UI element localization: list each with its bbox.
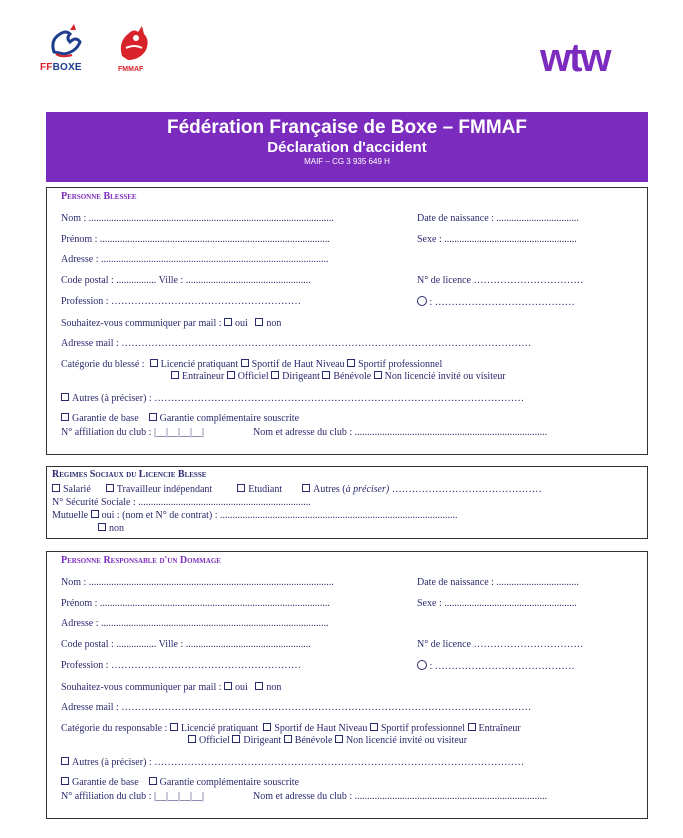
resp-tel-field: : ……………………………………	[429, 661, 575, 672]
blesse-categorie-row1	[61, 359, 442, 371]
garantie-comp-label: Garantie complémentaire souscrite	[159, 413, 300, 424]
blesse-nom-field[interactable]: Nom : ..................................................................................................	[61, 213, 334, 224]
cat-shn-checkbox[interactable]	[241, 359, 249, 367]
cat-pro-label: Sportif professionnel	[358, 359, 443, 370]
cat-benevole-label: Bénévole	[294, 735, 333, 746]
cat-officiel-label: Officiel	[199, 735, 230, 746]
resp-profession-field[interactable]: Profession : …………………………………………………	[61, 660, 301, 671]
etudiant-label: Etudiant	[248, 484, 283, 495]
cat-dirigeant-checkbox[interactable]	[271, 371, 279, 379]
resp-affiliation-field[interactable]: N° affiliation du club : |__|__|__|__|	[61, 791, 204, 802]
resp-nom-field[interactable]: Nom : ..................................................................................................	[61, 577, 334, 588]
garantie-base-checkbox[interactable]	[61, 413, 69, 421]
categorie-label: Catégorie du blessé :	[61, 359, 145, 370]
garantie-base-checkbox[interactable]	[61, 777, 69, 785]
regimes-autres-label: Autres (	[313, 484, 346, 495]
cat-dirigeant-checkbox[interactable]	[232, 735, 240, 743]
autres-checkbox[interactable]	[61, 393, 69, 401]
resp-licence-field[interactable]: N° de licence ……………………………	[417, 639, 584, 650]
phone-icon	[417, 660, 427, 670]
blesse-prenom-field[interactable]: Prénom : ............................................................................................	[61, 234, 330, 245]
resp-adresse-field[interactable]: Adresse : ...........................................................................................	[61, 618, 329, 629]
cat-dirigeant-label: Dirigeant	[243, 735, 282, 746]
cat-entraineur-checkbox[interactable]	[468, 723, 476, 731]
resp-prenom-field[interactable]: Prénom : ............................................................................................	[61, 598, 330, 609]
blesse-profession-field[interactable]: Profession : …………………………………………………	[61, 296, 301, 307]
garantie-comp-checkbox[interactable]	[149, 777, 157, 785]
mutuelle-label: Mutuelle	[52, 510, 89, 521]
resp-categorie-row2	[188, 735, 467, 747]
resp-tel-row[interactable]	[417, 660, 575, 673]
cat-non-licencie-checkbox[interactable]	[374, 371, 382, 379]
mutuelle-row	[52, 510, 458, 522]
resp-code-postal-field[interactable]: Code postal : ................ Ville : ..................................................	[61, 639, 311, 650]
blesse-tel-row[interactable]	[417, 296, 575, 309]
banner-insurer: MAIF – CG 3 935 649 H	[304, 157, 390, 166]
independant-label: Travailleur indépendant	[116, 484, 213, 495]
garantie-comp-checkbox[interactable]	[149, 413, 157, 421]
regimes-autres-checkbox[interactable]	[302, 484, 310, 492]
secu-field[interactable]: N° Sécurité Sociale : .....................................................................	[52, 497, 311, 508]
resp-mail-non-checkbox[interactable]	[255, 682, 263, 690]
cat-entraineur-label: Entraîneur	[182, 371, 225, 382]
regimes-autres-field: ………………………………………	[389, 484, 542, 495]
cat-non-licencie-label: Non licencié invité ou visiteur	[384, 371, 506, 382]
oui-label: oui	[235, 318, 248, 329]
blesse-mail-oui-checkbox[interactable]	[224, 318, 232, 326]
non-label: non	[266, 682, 282, 693]
resp-mail-oui-checkbox[interactable]	[224, 682, 232, 690]
resp-categorie-row1	[61, 723, 521, 735]
mail-question-label: Souhaitez-vous communiquer par mail :	[61, 318, 222, 329]
autres-field: Autres (à préciser) : …………………………………………………………………………………………………	[72, 757, 525, 768]
blesse-licence-field[interactable]: N° de licence ……………………………	[417, 275, 584, 286]
mutuelle-non-label: non	[109, 523, 124, 534]
blesse-affiliation-field[interactable]: N° affiliation du club : |__|__|__|__|	[61, 427, 204, 438]
mutuelle-non-checkbox[interactable]	[98, 523, 106, 531]
cat-non-licencie-checkbox[interactable]	[335, 735, 343, 743]
cat-entraineur-checkbox[interactable]	[171, 371, 179, 379]
mutuelle-oui-field: oui : (nom et N° de contrat) : ...............................................................................................	[101, 510, 458, 521]
ffboxe-boxe: BOXE	[52, 62, 82, 73]
autres-checkbox[interactable]	[61, 757, 69, 765]
blesse-autres-row[interactable]	[61, 393, 524, 405]
categorie-label: Catégorie du responsable :	[61, 723, 168, 734]
resp-adresse-mail-field[interactable]: Adresse mail : ……………………………………………………………………………………………………………	[61, 702, 532, 713]
blesse-sexe-field[interactable]: Sexe : .....................................................	[417, 234, 577, 245]
regimes-autres-italic: à préciser)	[345, 484, 390, 495]
blesse-adresse-mail-field[interactable]: Adresse mail : ……………………………………………………………………………………………………………	[61, 338, 532, 349]
phone-icon	[417, 296, 427, 306]
ffboxe-ff: FF	[40, 62, 53, 73]
wtw-logo: wtw	[540, 36, 610, 80]
cat-benevole-label: Bénévole	[333, 371, 372, 382]
mail-question-label: Souhaitez-vous communiquer par mail :	[61, 682, 222, 693]
blesse-mail-non-checkbox[interactable]	[255, 318, 263, 326]
cat-licencie-checkbox[interactable]	[170, 723, 178, 731]
cat-benevole-checkbox[interactable]	[284, 735, 292, 743]
cat-licencie-checkbox[interactable]	[150, 359, 158, 367]
regimes-row	[52, 484, 542, 496]
resp-club-field[interactable]: Nom et adresse du club : .............................................................................	[253, 791, 548, 802]
ffboxe-logo	[40, 22, 95, 80]
etudiant-checkbox[interactable]	[237, 484, 245, 492]
blesse-adresse-field[interactable]: Adresse : ...........................................................................................	[61, 254, 329, 265]
fmmaf-text: FMMAF	[118, 66, 144, 73]
banner-title: Fédération Française de Boxe – FMMAF	[166, 117, 528, 138]
blesse-mail-question	[61, 318, 281, 330]
resp-sexe-field[interactable]: Sexe : .....................................................	[417, 598, 577, 609]
cat-licencie-label: Licencié pratiquant	[180, 723, 259, 734]
rooster-red-icon	[116, 22, 152, 64]
section-blesse-title: Personne Blessee	[61, 191, 137, 202]
blesse-club-field[interactable]: Nom et adresse du club : .............................................................................	[253, 427, 548, 438]
blesse-garantie-row	[61, 413, 299, 425]
garantie-base-label: Garantie de base	[72, 777, 139, 788]
cat-shn-label: Sportif de Haut Niveau	[274, 723, 368, 734]
salarie-label: Salarié	[63, 484, 91, 495]
resp-date-naissance-field[interactable]: Date de naissance : .................................	[417, 577, 579, 588]
mutuelle-non-row	[98, 523, 124, 535]
cat-pro-checkbox[interactable]	[347, 359, 355, 367]
resp-autres-row[interactable]	[61, 757, 524, 769]
cat-pro-label: Sportif professionnel	[380, 723, 466, 734]
autres-field: Autres (à préciser) : …………………………………………………………………………………………………	[72, 393, 525, 404]
non-label: non	[266, 318, 282, 329]
cat-dirigeant-label: Dirigeant	[282, 371, 320, 382]
resp-garantie-row	[61, 777, 299, 789]
mutuelle-oui-checkbox[interactable]	[91, 510, 99, 518]
cat-shn-checkbox[interactable]	[263, 723, 271, 731]
blesse-code-postal-field[interactable]: Code postal : ................ Ville : ..................................................	[61, 275, 311, 286]
cat-benevole-checkbox[interactable]	[322, 371, 330, 379]
section-regimes-title: Regimes Sociaux du Licencie Blesse	[52, 469, 207, 480]
cat-pro-checkbox[interactable]	[370, 723, 378, 731]
cat-officiel-checkbox[interactable]	[188, 735, 196, 743]
cat-non-licencie-label: Non licencié invité ou visiteur	[345, 735, 468, 746]
cat-officiel-label: Officiel	[237, 371, 269, 382]
blesse-tel-field: : ……………………………………	[429, 297, 575, 308]
resp-mail-question	[61, 682, 281, 694]
salarie-checkbox[interactable]	[52, 484, 60, 492]
blesse-date-naissance-field[interactable]: Date de naissance : .................................	[417, 213, 579, 224]
garantie-comp-label: Garantie complémentaire souscrite	[159, 777, 300, 788]
banner-subtitle: Déclaration d'accident	[267, 139, 427, 156]
rooster-icon	[46, 22, 86, 60]
header-banner	[46, 112, 648, 182]
section-responsable-title: Personne Responsable d'un Dommage	[61, 555, 221, 566]
fmmaf-logo	[116, 22, 156, 80]
cat-entraineur-label: Entraîneur	[478, 723, 521, 734]
garantie-base-label: Garantie de base	[72, 413, 139, 424]
cat-officiel-checkbox[interactable]	[227, 371, 235, 379]
cat-licencie-label: Licencié pratiquant	[160, 359, 239, 370]
oui-label: oui	[235, 682, 248, 693]
independant-checkbox[interactable]	[106, 484, 114, 492]
cat-shn-label: Sportif de Haut Niveau	[251, 359, 345, 370]
blesse-categorie-row2	[171, 371, 506, 383]
